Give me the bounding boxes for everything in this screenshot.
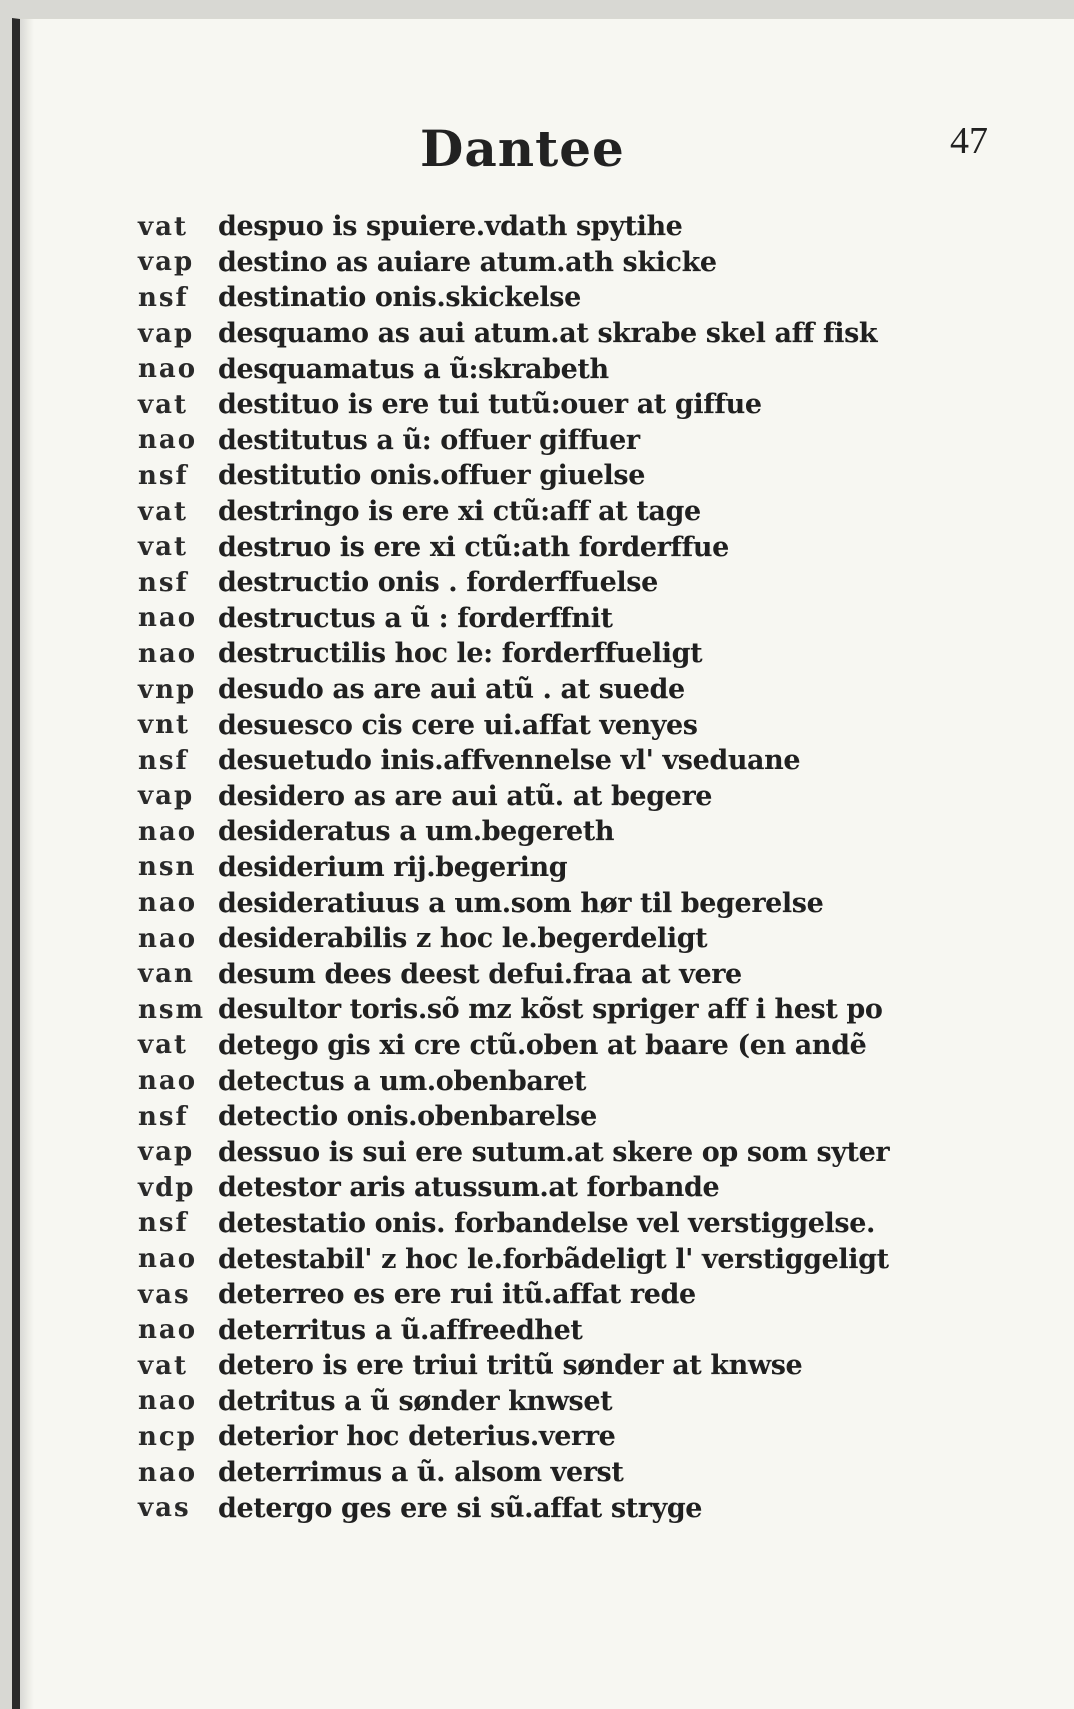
dictionary-entry bbox=[138, 921, 1038, 957]
entry-text: destructus a ũ : forderffnit bbox=[218, 602, 613, 634]
dictionary-entry bbox=[138, 743, 1038, 779]
grammar-code: vat bbox=[138, 1030, 188, 1061]
dictionary-entry bbox=[138, 280, 1038, 316]
dictionary-entry bbox=[138, 1170, 1038, 1206]
entry-text: desideratiuus a um.som hør til begerelse bbox=[218, 887, 824, 919]
grammar-code: nsf bbox=[138, 460, 189, 491]
grammar-code: vat bbox=[138, 532, 188, 563]
entry-text: detectio onis.obenbarelse bbox=[218, 1101, 597, 1133]
grammar-code: vat bbox=[138, 389, 188, 420]
grammar-code: nao bbox=[138, 1066, 198, 1097]
grammar-code: nao bbox=[138, 1457, 198, 1488]
grammar-code: nao bbox=[138, 1386, 198, 1417]
entry-text: detergo ges ere si sũ.affat strygе bbox=[218, 1492, 703, 1524]
grammar-code: vas bbox=[138, 1279, 191, 1310]
grammar-code: nao bbox=[138, 816, 198, 847]
grammar-code: nsm bbox=[138, 994, 206, 1025]
entry-text: destino as auiare atum.ath skicke bbox=[218, 246, 717, 278]
grammar-code: vat bbox=[138, 1350, 188, 1381]
grammar-code: nsn bbox=[138, 852, 197, 883]
grammar-code: nsf bbox=[138, 1101, 189, 1132]
entry-text: detestabil' z hoc le.forbãdeligt l' verstiggeligt bbox=[218, 1243, 889, 1275]
entry-text: deterreo es ere rui itũ.affat rede bbox=[218, 1279, 696, 1311]
dictionary-entry bbox=[138, 494, 1038, 530]
grammar-code: nsf bbox=[138, 282, 189, 313]
entry-text: desquamo as aui atum.at skrabe skel aff fisk bbox=[218, 318, 878, 350]
entry-text: destructio onis . forderffuelse bbox=[218, 567, 658, 599]
grammar-code: vnp bbox=[138, 674, 197, 705]
dictionary-entry bbox=[138, 316, 1038, 352]
grammar-code: nao bbox=[138, 1315, 198, 1346]
dictionary-entry bbox=[138, 209, 1038, 245]
grammar-code: nao bbox=[138, 1244, 198, 1275]
dictionary-entry bbox=[138, 351, 1038, 387]
entry-text: desideratus a um.begereth bbox=[218, 816, 615, 848]
dictionary-entry bbox=[138, 1028, 1038, 1064]
entry-text: destituo is ere tui tutũ:ouer at giffue bbox=[218, 389, 762, 421]
dictionary-entry bbox=[138, 885, 1038, 921]
dictionary-entry bbox=[138, 992, 1038, 1028]
grammar-code: vap bbox=[138, 781, 195, 812]
grammar-code: van bbox=[138, 959, 195, 990]
dictionary-entry bbox=[138, 458, 1038, 494]
entry-text: desiderium rij.begering bbox=[218, 851, 568, 883]
entry-text: desuesco cis cere ui.affat venyes bbox=[218, 709, 698, 741]
dictionary-entry bbox=[138, 1312, 1038, 1348]
grammar-code: nao bbox=[138, 603, 198, 634]
entry-text: deterrimus a ũ. alsom verst bbox=[218, 1457, 624, 1489]
dictionary-entry bbox=[138, 1063, 1038, 1099]
dictionary-entry bbox=[138, 1134, 1038, 1170]
dictionary-entry bbox=[138, 1455, 1038, 1491]
grammar-code: vap bbox=[138, 247, 195, 278]
dictionary-entry bbox=[138, 636, 1038, 672]
entry-text: destinatio onis.skickelse bbox=[218, 282, 581, 314]
grammar-code: nao bbox=[138, 638, 198, 669]
grammar-code: nsf bbox=[138, 567, 189, 598]
entry-text: deterritus a ũ.affreedhet bbox=[218, 1314, 583, 1346]
page-gutter-shadow bbox=[20, 19, 34, 1709]
entry-text: detectus a um.obenbaret bbox=[218, 1065, 587, 1097]
entry-text: desultor toris.sõ mz kõst spriger aff i hest po bbox=[218, 994, 883, 1026]
grammar-code: nao bbox=[138, 425, 198, 456]
dictionary-entry bbox=[138, 245, 1038, 281]
page-number: 47 bbox=[950, 120, 988, 162]
dictionary-entry bbox=[138, 1277, 1038, 1313]
dictionary-entry bbox=[138, 423, 1038, 459]
dictionary-entry bbox=[138, 1206, 1038, 1242]
dictionary-entry bbox=[138, 601, 1038, 637]
grammar-code: nsf bbox=[138, 1208, 189, 1239]
entry-text: destitutus a ũ: offuer giffuer bbox=[218, 424, 640, 456]
grammar-code: vnt bbox=[138, 710, 191, 741]
dictionary-entry bbox=[138, 707, 1038, 743]
entry-text: detritus a ũ sønder knwset bbox=[218, 1385, 613, 1417]
dictionary-entry bbox=[138, 672, 1038, 708]
dictionary-entry bbox=[138, 814, 1038, 850]
entry-text: desuetudo inis.affvennelse vl' vseduane bbox=[218, 745, 801, 777]
entry-text: dessuo is sui ere sutum.at skere op som syter bbox=[218, 1136, 890, 1168]
dictionary-entry bbox=[138, 1490, 1038, 1526]
grammar-code: vas bbox=[138, 1493, 191, 1524]
dictionary-entry bbox=[138, 1384, 1038, 1420]
dictionary-entry bbox=[138, 1241, 1038, 1277]
grammar-code: ncp bbox=[138, 1421, 197, 1452]
entry-text: desiderabilis z hoc le.begerdeligt bbox=[218, 923, 708, 955]
entry-text: desudo as are aui atũ . at suede bbox=[218, 674, 685, 706]
entry-text: detestatio onis. forbandelse vel verstiggelse. bbox=[218, 1207, 875, 1239]
grammar-code: nao bbox=[138, 888, 198, 919]
dictionary-entry bbox=[138, 850, 1038, 886]
entry-text: deterior hoc deterius.verre bbox=[218, 1421, 616, 1453]
grammar-code: vap bbox=[138, 318, 195, 349]
dictionary-entry bbox=[138, 1419, 1038, 1455]
entry-text: destringo is ere xi ctũ:aff at tage bbox=[218, 496, 701, 528]
entry-text: destruo is ere xi ctũ:ath forderffue bbox=[218, 531, 729, 563]
entry-text: desum dees deest defui.fraa at vere bbox=[218, 958, 742, 990]
dictionary-entry bbox=[138, 1348, 1038, 1384]
entry-text: destructilis hoc le: forderffueligt bbox=[218, 638, 703, 670]
dictionary-entry bbox=[138, 529, 1038, 565]
entry-text: desquamatus a ũ:skrabeth bbox=[218, 353, 609, 385]
grammar-code: nsf bbox=[138, 745, 189, 776]
entry-text: detero is ere triui tritũ sønder at knwse bbox=[218, 1350, 803, 1382]
entry-text: desidero as are aui atũ. at begere bbox=[218, 780, 713, 812]
entry-text: detestor aris atussum.at forbande bbox=[218, 1172, 720, 1204]
dictionary-entry bbox=[138, 779, 1038, 815]
entry-text: despuo is spuiere.vdath spytihe bbox=[218, 211, 683, 243]
grammar-code: vap bbox=[138, 1137, 195, 1168]
dictionary-entry bbox=[138, 565, 1038, 601]
grammar-code: vat bbox=[138, 496, 188, 527]
grammar-code: vat bbox=[138, 211, 188, 242]
dictionary-entries bbox=[138, 209, 1038, 1526]
grammar-code: nao bbox=[138, 923, 198, 954]
entry-text: destitutio onis.offuer giuelse bbox=[218, 460, 645, 492]
grammar-code: nao bbox=[138, 354, 198, 385]
dictionary-entry bbox=[138, 956, 1038, 992]
grammar-code: vdp bbox=[138, 1172, 196, 1203]
book-page bbox=[12, 18, 1074, 1709]
entry-text: detego gis xi cre ctũ.oben at baare (en andẽ bbox=[218, 1029, 867, 1061]
dictionary-entry bbox=[138, 1099, 1038, 1135]
dictionary-entry bbox=[138, 387, 1038, 423]
running-head: Dantee bbox=[420, 119, 625, 178]
